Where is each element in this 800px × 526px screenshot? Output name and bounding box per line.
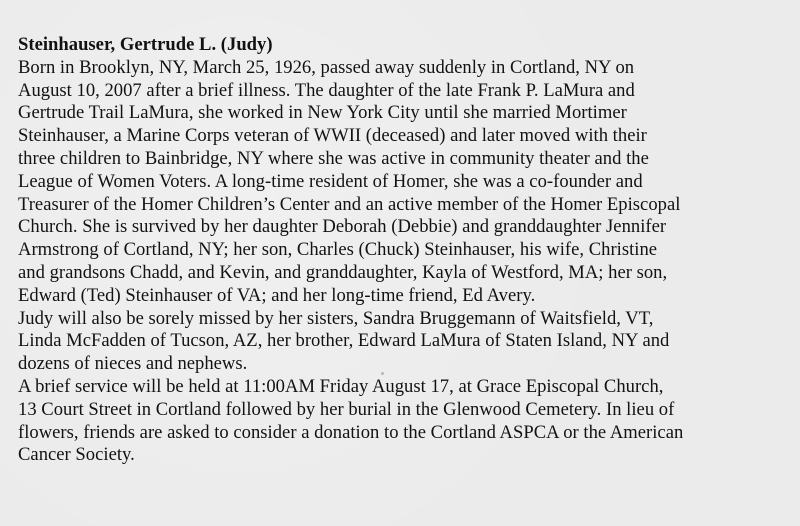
scan-speck: [381, 372, 384, 375]
obituary-title: Steinhauser, Gertrude L. (Judy): [18, 34, 273, 55]
obituary-line: Church. She is survived by her daughter Deborah (Debbie) and granddaughter Jennifer: [18, 216, 667, 238]
obituary-line: August 10, 2007 after a brief illness. The daughter of the late Frank P. LaMura and: [18, 79, 635, 101]
obituary-line: Born in Brooklyn, NY, March 25, 1926, passed away suddenly in Cortland, NY on: [18, 56, 635, 78]
obituary-line: Cancer Society.: [18, 444, 135, 466]
obituary-line: dozens of nieces and nephews.: [18, 353, 248, 375]
obituary-line: and grandsons Chadd, and Kevin, and granddaughter, Kayla of Westford, MA; her son,: [18, 261, 668, 283]
obituary-line: Judy will also be sorely missed by her sisters, Sandra Bruggemann of Waitsfield, VT,: [18, 307, 654, 329]
obituary-line: Steinhauser, a Marine Corps veteran of WWII (deceased) and later moved with their: [18, 125, 647, 147]
obituary-text-block: [18, 34, 798, 467]
obituary-line: Armstrong of Cortland, NY; her son, Charles (Chuck) Steinhauser, his wife, Christine: [18, 239, 658, 261]
obituary-line: Gertrude Trail LaMura, she worked in New York City until she married Mortimer: [18, 102, 627, 124]
obituary-line: flowers, friends are asked to consider a donation to the Cortland ASPCA or the American: [18, 421, 684, 443]
obituary-line: Treasurer of the Homer Children’s Center and an active member of the Homer Episcopal: [18, 193, 681, 215]
obituary-line: Linda McFadden of Tucson, AZ, her brother, Edward LaMura of Staten Island, NY and: [18, 330, 670, 352]
obituary-line: Edward (Ted) Steinhauser of VA; and her long-time friend, Ed Avery.: [18, 284, 536, 306]
obituary-line: League of Women Voters. A long-time resident of Homer, she was a co-founder and: [18, 170, 643, 192]
obituary-line: three children to Bainbridge, NY where she was active in community theater and the: [18, 147, 649, 169]
obituary-line: A brief service will be held at 11:00AM Friday August 17, at Grace Episcopal Church,: [18, 375, 664, 397]
obituary-line: 13 Court Street in Cortland followed by her burial in the Glenwood Cemetery. In lieu of: [18, 398, 675, 420]
